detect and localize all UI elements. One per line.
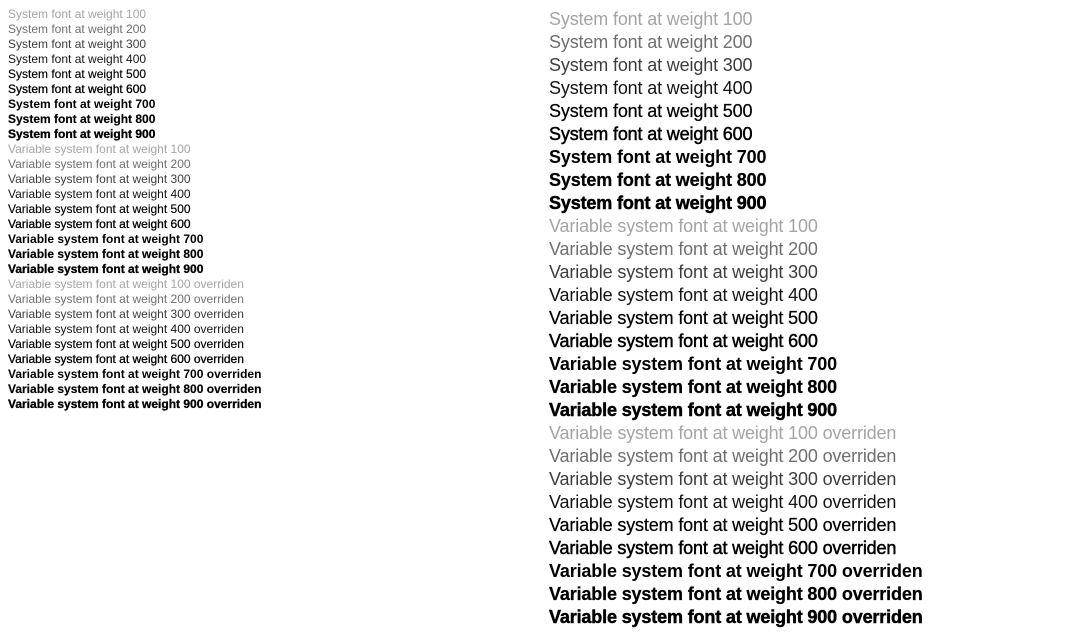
font-sample-line: System font at weight 300 xyxy=(8,37,147,51)
font-sample-line: Variable system font at weight 600 xyxy=(8,217,191,231)
font-sample-line: System font at weight 800 xyxy=(549,170,767,190)
font-sample-line: Variable system font at weight 100 overriden xyxy=(8,277,244,291)
font-sample-line: Variable system font at weight 400 xyxy=(8,187,191,201)
font-weight-samples-small-column xyxy=(8,7,261,412)
font-sample-line: Variable system font at weight 300 overriden xyxy=(549,469,897,489)
font-sample-line: Variable system font at weight 800 xyxy=(549,377,838,397)
font-sample-line: System font at weight 900 xyxy=(8,127,156,141)
font-sample-line: Variable system font at weight 800 overriden xyxy=(549,584,923,604)
font-sample-line: Variable system font at weight 900 xyxy=(549,400,838,420)
font-sample-line: Variable system font at weight 700 overriden xyxy=(549,561,923,581)
font-sample-line: Variable system font at weight 200 xyxy=(8,157,191,171)
font-sample-line: Variable system font at weight 100 xyxy=(8,142,191,156)
font-sample-line: Variable system font at weight 800 xyxy=(8,247,204,261)
font-sample-line: System font at weight 500 xyxy=(8,67,147,81)
font-sample-line: Variable system font at weight 700 xyxy=(549,354,838,374)
font-sample-line: System font at weight 500 xyxy=(549,101,753,121)
font-weight-samples-large-column xyxy=(549,8,923,629)
font-sample-line: System font at weight 200 xyxy=(549,32,753,52)
font-sample-line: Variable system font at weight 900 overriden xyxy=(8,397,262,411)
font-sample-line: Variable system font at weight 300 xyxy=(549,262,818,282)
font-sample-line: Variable system font at weight 800 overriden xyxy=(8,382,262,396)
font-sample-line: System font at weight 300 xyxy=(549,55,753,75)
font-sample-line: Variable system font at weight 700 overriden xyxy=(8,367,262,381)
font-sample-line: Variable system font at weight 900 xyxy=(8,262,204,276)
font-sample-line: Variable system font at weight 300 xyxy=(8,172,191,186)
font-sample-line: System font at weight 700 xyxy=(549,147,767,167)
font-sample-line: System font at weight 800 xyxy=(8,112,156,126)
font-sample-line: System font at weight 200 xyxy=(8,22,147,36)
font-sample-line: System font at weight 600 xyxy=(549,124,753,144)
font-sample-line: Variable system font at weight 100 xyxy=(549,216,818,236)
font-sample-line: System font at weight 400 xyxy=(8,52,147,66)
font-sample-line: System font at weight 400 xyxy=(549,78,753,98)
font-sample-line: Variable system font at weight 700 xyxy=(8,232,204,246)
font-sample-line: Variable system font at weight 600 overriden xyxy=(549,538,897,558)
font-sample-line: Variable system font at weight 600 overriden xyxy=(8,352,244,366)
font-sample-line: Variable system font at weight 400 xyxy=(549,285,818,305)
font-sample-line: Variable system font at weight 200 overriden xyxy=(8,292,244,306)
font-sample-line: Variable system font at weight 500 xyxy=(549,308,818,328)
font-sample-line: Variable system font at weight 500 overriden xyxy=(549,515,897,535)
font-sample-line: System font at weight 100 xyxy=(549,9,753,29)
font-sample-line: Variable system font at weight 600 xyxy=(549,331,818,351)
font-sample-line: Variable system font at weight 400 overriden xyxy=(549,492,897,512)
font-sample-line: System font at weight 600 xyxy=(8,82,147,96)
font-sample-line: System font at weight 100 xyxy=(8,7,147,21)
font-sample-line: System font at weight 900 xyxy=(549,193,767,213)
font-sample-line: Variable system font at weight 900 overriden xyxy=(549,607,923,627)
font-sample-line: Variable system font at weight 500 overriden xyxy=(8,337,244,351)
font-sample-line: Variable system font at weight 500 xyxy=(8,202,191,216)
font-sample-line: Variable system font at weight 200 xyxy=(549,239,818,259)
font-sample-line: Variable system font at weight 200 overriden xyxy=(549,446,897,466)
font-sample-line: System font at weight 700 xyxy=(8,97,156,111)
font-sample-line: Variable system font at weight 100 overriden xyxy=(549,423,897,443)
font-sample-line: Variable system font at weight 400 overriden xyxy=(8,322,244,336)
font-sample-line: Variable system font at weight 300 overriden xyxy=(8,307,244,321)
